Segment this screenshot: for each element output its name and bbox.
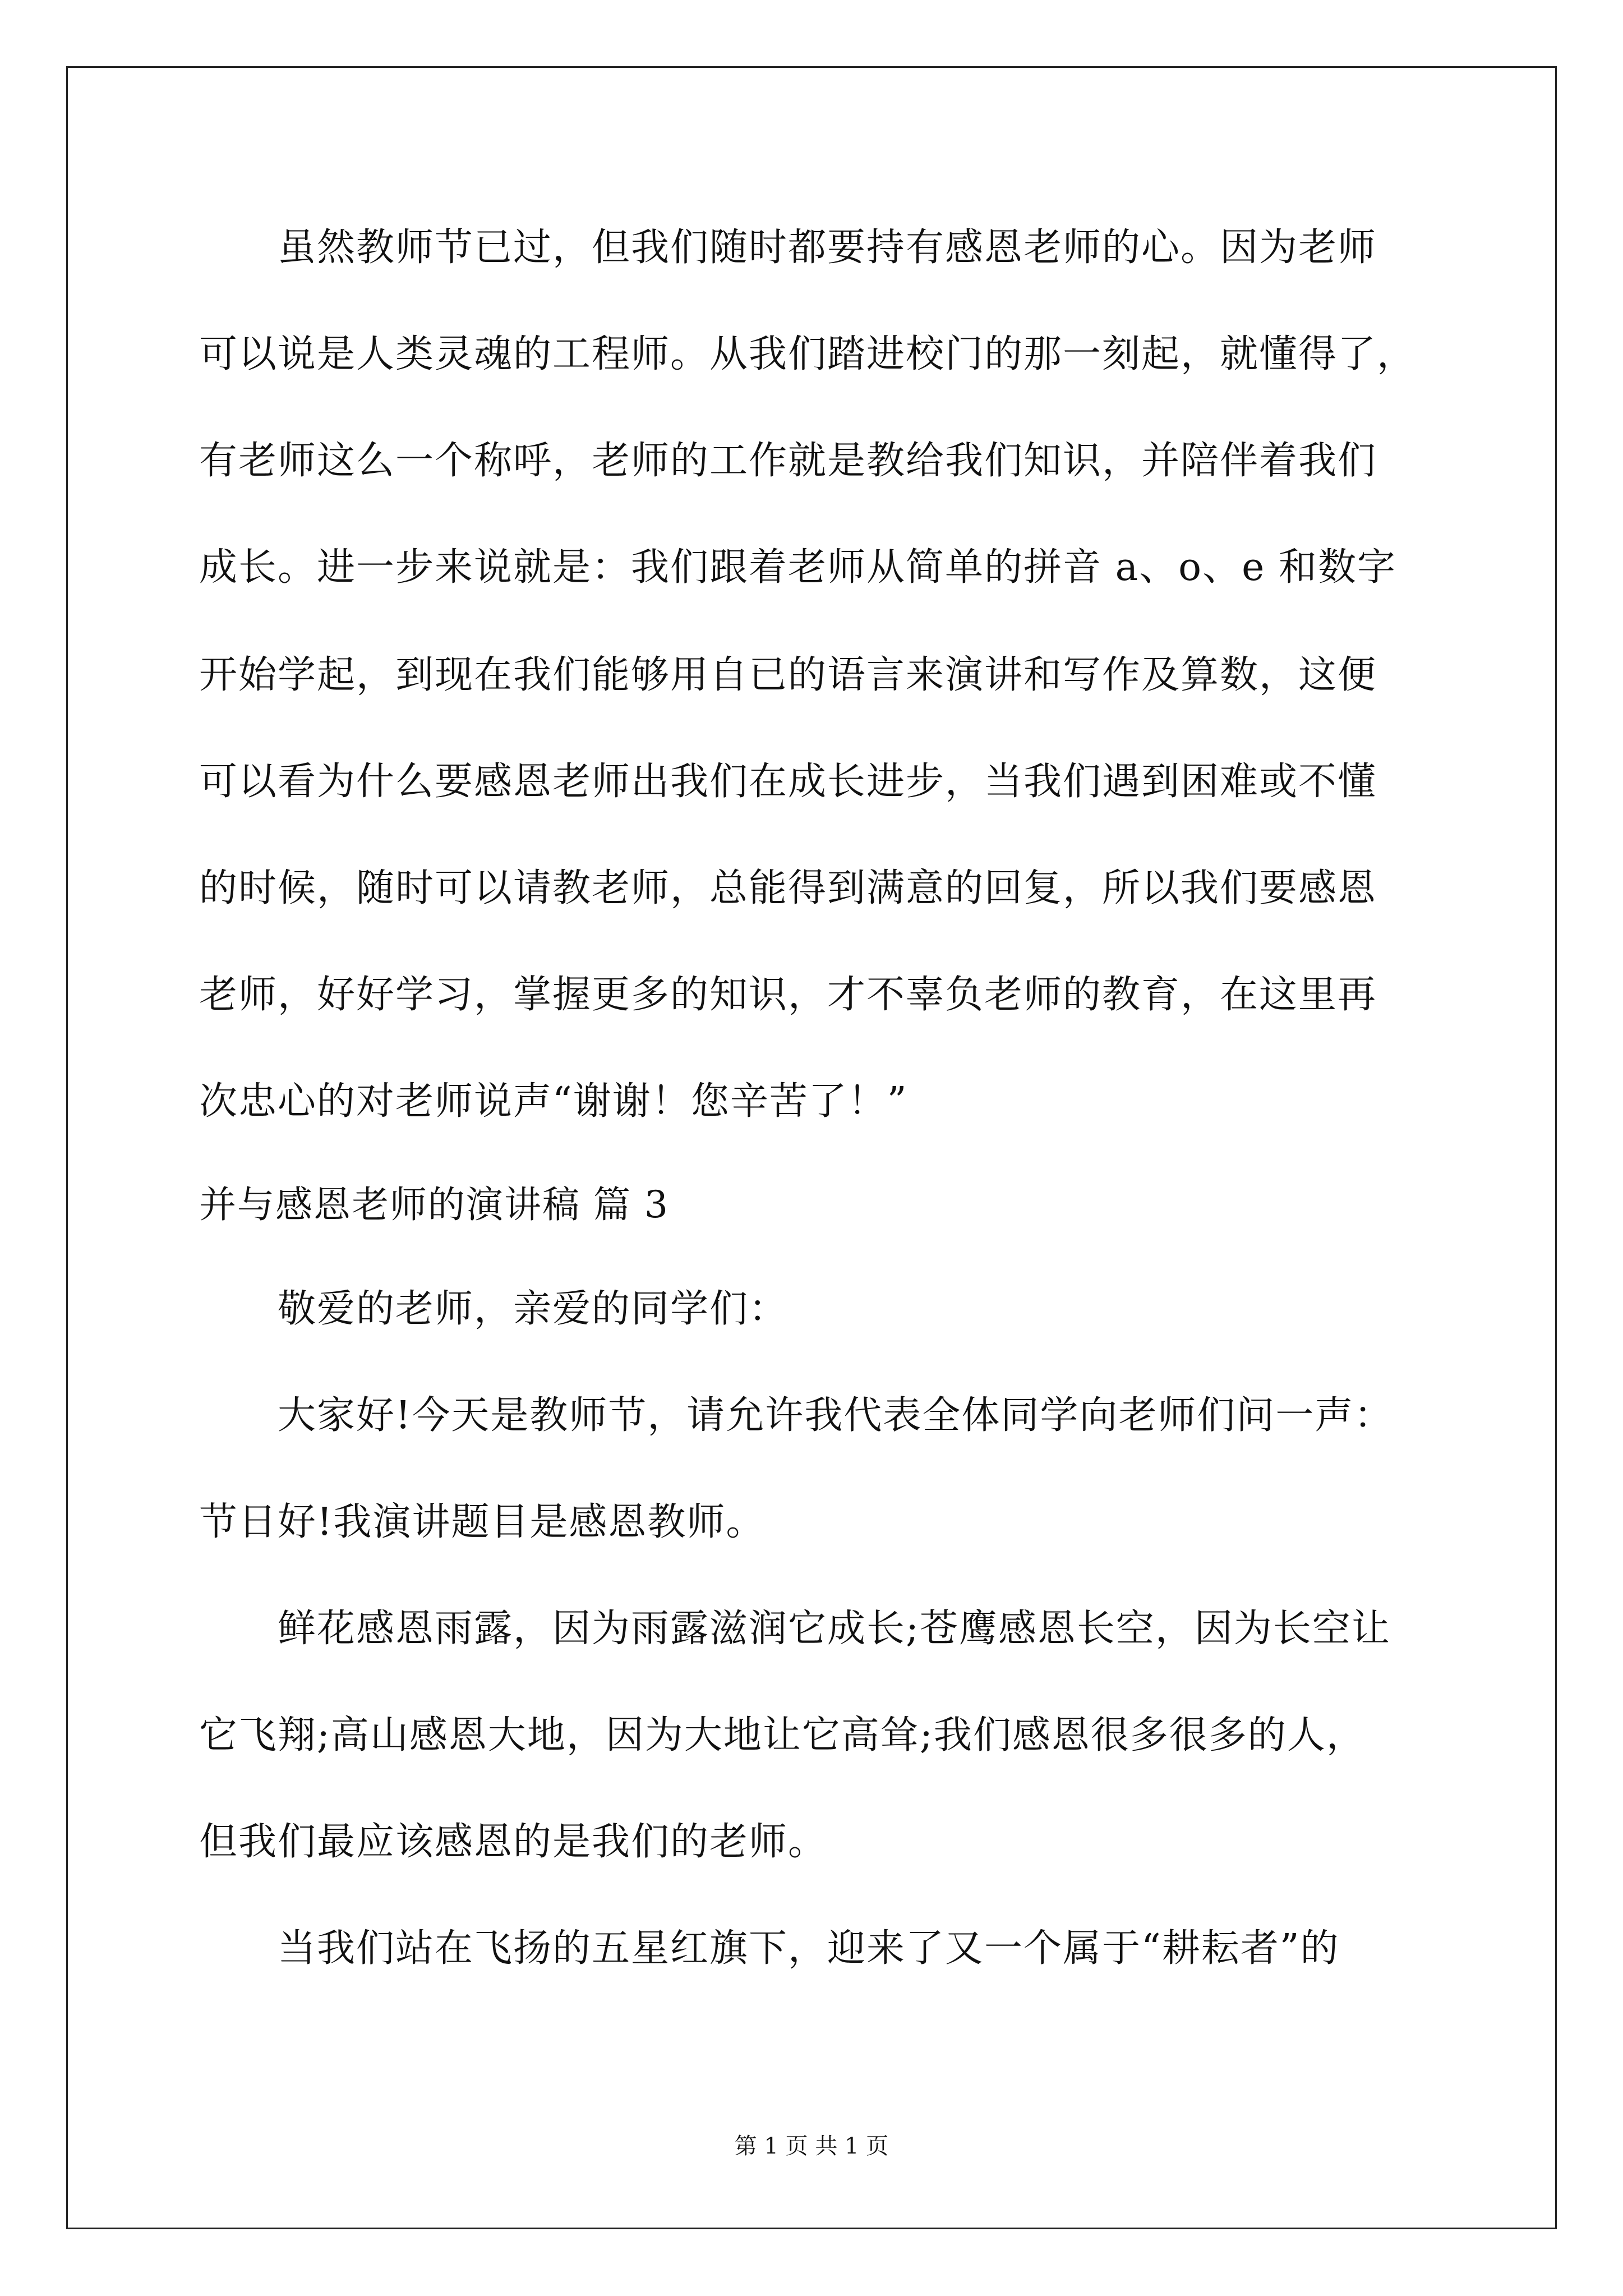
page-border <box>66 66 1557 2229</box>
paragraph-line: 开始学起，到现在我们能够用自已的语言来演讲和写作及算数，这便 <box>199 653 1377 697</box>
paragraph-line: 大家好!今天是教师节，请允许我代表全体同学向老师们问一声： <box>278 1393 1394 1438</box>
salutation: 敬爱的老师，亲爱的同学们： <box>278 1287 789 1331</box>
paragraph-line: 次忠心的对老师说声“谢谢！您辛苦了！” <box>199 1079 908 1124</box>
paragraph-line: 但我们最应该感恩的是我们的老师。 <box>199 1820 828 1864</box>
paragraph-line: 成长。进一步来说就是：我们跟着老师从简单的拼音 a、o、e 和数字 <box>199 545 1396 590</box>
page-footer: 第 1 页 共 1 页 <box>734 2133 889 2159</box>
paragraph-line: 可以看为什么要感恩老师出我们在成长进步，当我们遇到困难或不懂 <box>199 760 1377 804</box>
paragraph-line: 当我们站在飞扬的五星红旗下，迎来了又一个属于“耕耘者”的 <box>278 1926 1340 1971</box>
paragraph-line: 老师，好好学习，掌握更多的知识，才不辜负老师的教育，在这里再 <box>199 973 1377 1017</box>
paragraph-line: 虽然教师节已过，但我们随时都要持有感恩老师的心。因为老师 <box>278 226 1377 270</box>
paragraph-line: 有老师这么一个称呼，老师的工作就是教给我们知识，并陪伴着我们 <box>199 439 1377 483</box>
paragraph-line: 节日好!我演讲题目是感恩教师。 <box>199 1500 766 1544</box>
paragraph-line: 可以说是人类灵魂的工程师。从我们踏进校门的那一刻起，就懂得了， <box>199 332 1417 376</box>
section-heading: 并与感恩老师的演讲稿 篇 3 <box>199 1183 669 1226</box>
paragraph-line: 的时候，随时可以请教老师，总能得到满意的回复，所以我们要感恩 <box>199 866 1377 910</box>
paragraph-line: 鲜花感恩雨露，因为雨露滋润它成长;苍鹰感恩长空，因为长空让 <box>278 1607 1391 1651</box>
paragraph-line: 它飞翔;高山感恩大地，因为大地让它高耸;我们感恩很多很多的人， <box>199 1713 1366 1757</box>
